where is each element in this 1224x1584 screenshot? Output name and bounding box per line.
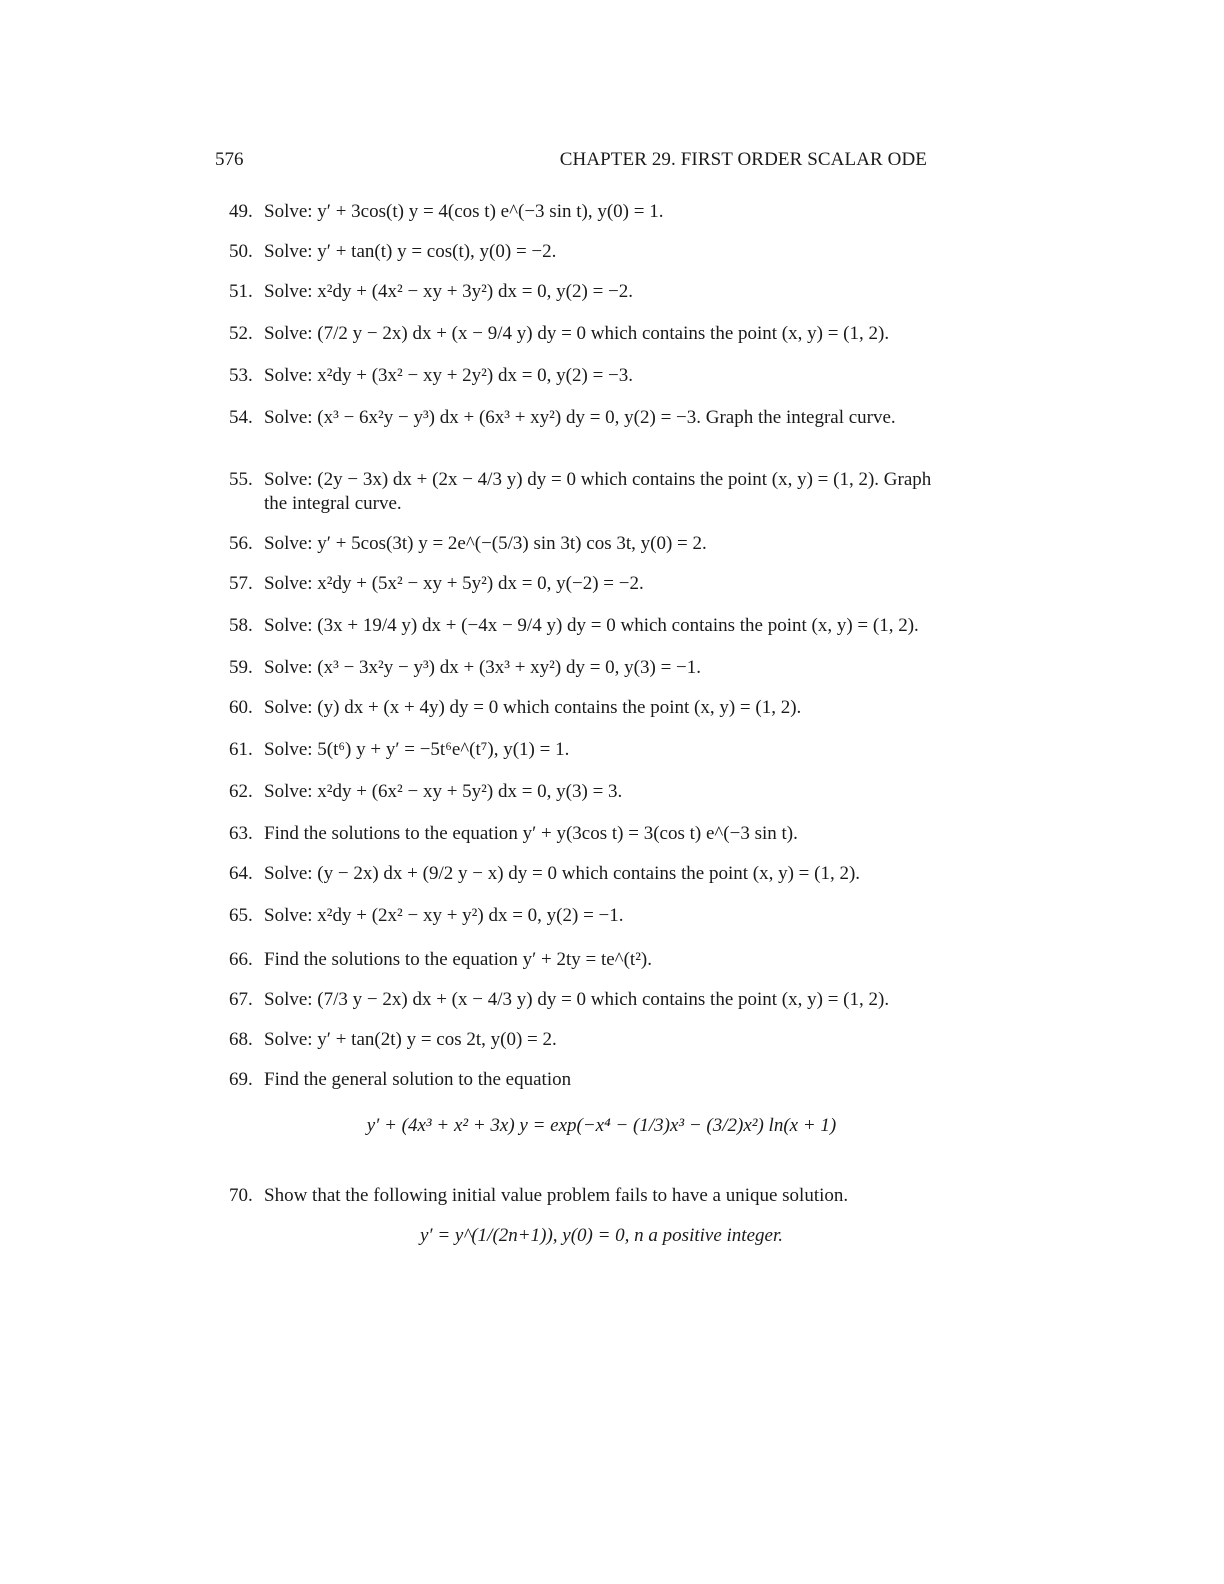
- problem-number: 64.: [229, 863, 253, 884]
- problem-text: Solve: y′ + 3cos(t) y = 4(cos t) e^(−3 sin t), y(0) = 1.: [264, 201, 664, 222]
- problem-text: Find the general solution to the equation: [264, 1069, 572, 1090]
- problem-text: Solve: (y) dx + (x + 4y) dy = 0 which contains the point (x, y) = (1, 2).: [264, 697, 802, 718]
- problem-number: 66.: [229, 949, 253, 970]
- problem-text: Solve: y′ + tan(2t) y = cos 2t, y(0) = 2.: [264, 1029, 557, 1050]
- page-number: 576: [215, 149, 244, 170]
- problem-53: [229, 364, 939, 406]
- problem-number: 63.: [229, 823, 253, 844]
- problem-number: 65.: [229, 905, 253, 926]
- problem-59: [229, 656, 939, 696]
- problem-text: Solve: (x³ − 6x²y − y³) dx + (6x³ + xy²) dy = 0, y(2) = −3. Graph the integral curve.: [264, 407, 896, 428]
- problem-69: [229, 1068, 939, 1184]
- problem-51: [229, 280, 939, 322]
- problem-text: Solve: x²dy + (4x² − xy + 3y²) dx = 0, y(2) = −2.: [264, 281, 633, 302]
- problem-49: [229, 200, 939, 240]
- problem-number: 62.: [229, 781, 253, 802]
- problem-text: Solve: (y − 2x) dx + (9/2 y − x) dy = 0 which contains the point (x, y) = (1, 2).: [264, 863, 861, 884]
- problem-number: 58.: [229, 615, 253, 636]
- problem-text: Solve: (3x + 19/4 y) dx + (−4x − 9/4 y) dy = 0 which contains the point (x, y) = (1, 2).: [264, 615, 919, 636]
- problem-text: Solve: x²dy + (2x² − xy + y²) dx = 0, y(2) = −1.: [264, 905, 624, 926]
- problem-text: Solve: y′ + 5cos(3t) y = 2e^(−(5/3) sin 3t) cos 3t, y(0) = 2.: [264, 533, 707, 554]
- problem-62: [229, 780, 939, 822]
- problem-number: 52.: [229, 323, 253, 344]
- display-equation: y′ + (4x³ + x² + 3x) y = exp(−x⁴ − (1/3)x³ − (3/2)x²) ln(x + 1): [366, 1115, 837, 1136]
- problem-60: [229, 696, 939, 738]
- problem-number: 49.: [229, 201, 253, 222]
- problem-57: [229, 572, 939, 614]
- problem-number: 57.: [229, 573, 253, 594]
- problem-text: Solve: x²dy + (3x² − xy + 2y²) dx = 0, y(2) = −3.: [264, 365, 633, 386]
- problem-number: 69.: [229, 1069, 253, 1090]
- problem-number: 51.: [229, 281, 253, 302]
- problem-70: [229, 1184, 939, 1264]
- problem-text: Solve: y′ + tan(t) y = cos(t), y(0) = −2.: [264, 241, 557, 262]
- problem-number: 50.: [229, 241, 253, 262]
- problem-58: [229, 614, 939, 656]
- display-equation: y′ = y^(1/(2n+1)), y(0) = 0, n a positive integer.: [420, 1225, 783, 1246]
- problem-text: Solve: (x³ − 3x²y − y³) dx + (3x³ + xy²) dy = 0, y(3) = −1.: [264, 657, 702, 678]
- problem-text: Solve: (7/2 y − 2x) dx + (x − 9/4 y) dy = 0 which contains the point (x, y) = (1, 2).: [264, 323, 890, 344]
- problem-65: [229, 904, 939, 948]
- problem-number: 55.: [229, 469, 253, 490]
- problem-text: Solve: x²dy + (5x² − xy + 5y²) dx = 0, y(−2) = −2.: [264, 573, 644, 594]
- problem-text: Solve: (2y − 3x) dx + (2x − 4/3 y) dy = 0 which contains the point (x, y) = (1, 2). Graph the integral curve.: [264, 469, 932, 514]
- problem-text: Solve: 5(t⁶) y + y′ = −5t⁶e^(t⁷), y(1) = 1.: [264, 739, 570, 760]
- problem-61: [229, 738, 939, 780]
- problem-67: [229, 988, 939, 1028]
- problem-68: [229, 1028, 939, 1068]
- problem-number: 61.: [229, 739, 253, 760]
- problem-66: [229, 948, 939, 988]
- problem-63: [229, 822, 939, 862]
- problem-number: 67.: [229, 989, 253, 1010]
- problem-64: [229, 862, 939, 904]
- problem-number: 68.: [229, 1029, 253, 1050]
- running-head: CHAPTER 29. FIRST ORDER SCALAR ODE: [559, 149, 927, 170]
- problem-text: Solve: x²dy + (6x² − xy + 5y²) dx = 0, y(3) = 3.: [264, 781, 623, 802]
- problem-text: Solve: (7/3 y − 2x) dx + (x − 4/3 y) dy = 0 which contains the point (x, y) = (1, 2).: [264, 989, 890, 1010]
- problem-52: [229, 322, 939, 364]
- problem-number: 59.: [229, 657, 253, 678]
- problem-56: [229, 532, 939, 572]
- problem-text: Find the solutions to the equation y′ + 2ty = te^(t²).: [264, 949, 652, 970]
- problem-text: Show that the following initial value problem fails to have a unique solution.: [264, 1185, 849, 1206]
- problem-number: 53.: [229, 365, 253, 386]
- problem-55: [229, 468, 939, 532]
- problem-50: [229, 240, 939, 280]
- problem-number: 54.: [229, 407, 253, 428]
- problem-number: 70.: [229, 1185, 253, 1206]
- problem-number: 60.: [229, 697, 253, 718]
- problem-text: Find the solutions to the equation y′ + y(3cos t) = 3(cos t) e^(−3 sin t).: [264, 823, 798, 844]
- problem-list: [229, 200, 939, 1264]
- problem-number: 56.: [229, 533, 253, 554]
- problem-54: [229, 406, 939, 468]
